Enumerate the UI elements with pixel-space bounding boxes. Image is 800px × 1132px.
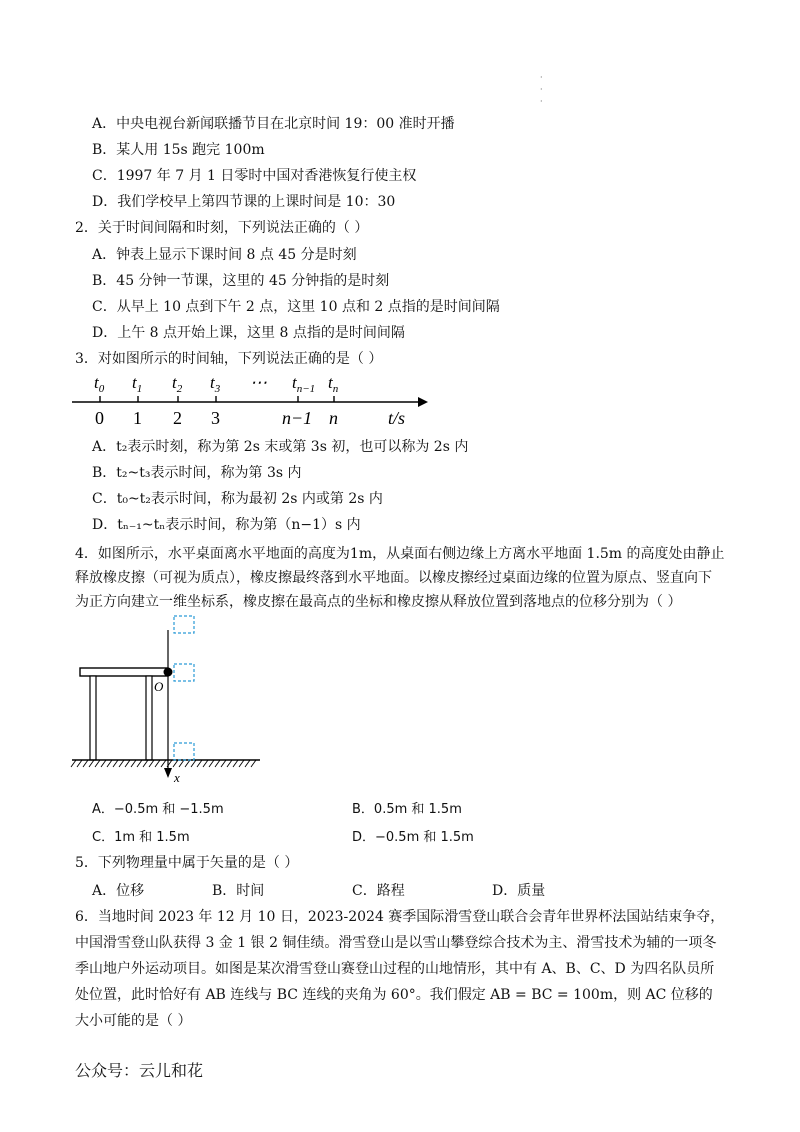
ground-hatch: [155, 760, 160, 767]
timeline-unit-label: t/s: [388, 408, 406, 428]
ground-hatch: [143, 760, 148, 767]
timeline-upper-label: $t_n$: [328, 373, 339, 395]
ground-hatch: [89, 760, 94, 767]
eraser-ground-position: [174, 743, 194, 760]
q3-option-c: C．t₀~t₂表示时间，称为最初 2s 内或第 2s 内: [92, 491, 383, 507]
ground-hatch: [83, 760, 88, 767]
q5-option-d: D．质量: [492, 883, 546, 899]
q4-option-b: B．0.5m 和 1.5m: [352, 802, 462, 817]
q5-option-b: B．时间: [212, 883, 265, 899]
ground-hatch: [179, 760, 184, 767]
eraser-origin-position: [174, 664, 194, 681]
q4-option-a: A．−0.5m 和 −1.5m: [92, 802, 224, 817]
timeline-lower-label: 0: [95, 408, 104, 428]
table-figure: [70, 610, 270, 790]
timeline-upper-label: $t_1$: [132, 373, 143, 395]
eraser-top-position: [174, 616, 194, 633]
q2-option-c: C．从早上 10 点到下午 2 点，这里 10 点和 2 点指的是时间间隔: [92, 299, 500, 315]
ground-hatch: [137, 760, 142, 767]
timeline-lower-label: 3: [211, 408, 220, 428]
ground-hatch: [233, 760, 238, 767]
ground-hatch: [227, 760, 232, 767]
q4-option-c: C．1m 和 1.5m: [92, 830, 190, 845]
q3-stem: 3．对如图所示的时间轴，下列说法正确的是（ ）: [75, 351, 383, 367]
ground-hatch: [101, 760, 106, 767]
q5-option-a: A．位移: [92, 883, 145, 899]
ground-hatch: [149, 760, 154, 767]
x-axis-label: x: [174, 770, 180, 785]
timeline-upper-label: ⋯: [250, 373, 267, 392]
ground-hatch: [203, 760, 208, 767]
timeline-lower-label: 2: [173, 408, 182, 428]
q5-stem: 5．下列物理量中属于矢量的是（ ）: [75, 855, 299, 871]
origin-label: O: [154, 679, 164, 694]
q2-stem: 2．关于时间间隔和时刻，下列说法正确的（ ）: [75, 220, 369, 236]
timeline-lower-label: 1: [133, 408, 142, 428]
ground-hatch: [107, 760, 112, 767]
ground-hatch: [239, 760, 244, 767]
q6-text: 6．当地时间 2023 年 12 月 10 日，2023-2024 赛季国际滑雪登山联合会青年世界杯法国站结束争夺，中国滑雪登山队获得 3 金 1 银 2 铜佳绩。滑雪登山是以雪山攀登综合技术为主、滑雪技术为辅的一项冬季山地户外运动项目。如图是某次滑雪登山赛登山过程的山地情形，其中有 A、B、C、D 为四名队员所处位置，此时恰好有 AB 连线与 BC 连线的夹角为 60°。我们假定 AB = BC = 100m，则 AC 位移的大小可能的是（ ）: [75, 909, 725, 1029]
ground-hatch: [221, 760, 226, 767]
timeline-lower-label: n: [329, 408, 338, 428]
q1-option-c: C．1997 年 7 月 1 日零时中国对香港恢复行使主权: [92, 168, 417, 184]
q3-option-a: A．t₂表示时刻，称为第 2s 末或第 3s 初，也可以称为 2s 内: [92, 439, 469, 455]
q4-stem: 4．如图所示，水平桌面离水平地面的高度为1m，从桌面右侧边缘上方离水平地面 1.5m 的高度处由静止释放橡皮擦（可视为质点），橡皮擦最终落到水平地面。以橡皮擦经过桌面边缘的位置为原点、竖直向下为正方向建立一维坐标系，橡皮擦在最高点的坐标和橡皮擦从释放位置到落地点的位移分别为（ ）: [75, 546, 725, 610]
ground-hatch: [197, 760, 202, 767]
ground-hatch: [125, 760, 130, 767]
ground-hatch: [77, 760, 82, 767]
ground-hatch: [95, 760, 100, 767]
q2-option-a: A．钟表上显示下课时间 8 点 45 分是时刻: [92, 247, 357, 263]
ground-hatch: [209, 760, 214, 767]
ground-hatch: [119, 760, 124, 767]
q1-option-b: B．某人用 15s 跑完 100m: [92, 142, 265, 158]
timeline-upper-label: $t_{n-1}$: [292, 373, 316, 395]
ground-hatch: [71, 760, 76, 767]
q2-option-b: B．45 分钟一节课，这里的 45 分钟指的是时刻: [92, 273, 390, 289]
ground-hatch: [113, 760, 118, 767]
footer-account: 公众号：云儿和花: [75, 1061, 204, 1080]
q1-option-d: D．我们学校早上第四节课的上课时间是 10：30: [92, 194, 396, 210]
ground-hatch: [245, 760, 250, 767]
timeline-lower-label: n−1: [282, 408, 313, 428]
q1-option-a: A．中央电视台新闻联播节目在北京时间 19：00 准时开播: [92, 116, 455, 132]
ground-hatch: [131, 760, 136, 767]
timeline-figure: [70, 368, 430, 432]
corner-dots: · · ·: [540, 73, 543, 106]
timeline-upper-label: $t_3$: [210, 373, 221, 395]
ground-hatch: [251, 760, 256, 767]
q5-option-c: C．路程: [352, 883, 405, 899]
q2-option-d: D．上午 8 点开始上课，这里 8 点指的是时间间隔: [92, 325, 405, 341]
timeline-upper-label: $t_2$: [172, 373, 183, 395]
timeline-upper-label: $t_0$: [94, 373, 105, 395]
q3-option-d: D．tₙ₋₁~tₙ表示时间，称为第（n−1）s 内: [92, 517, 361, 533]
ground-hatch: [161, 760, 166, 767]
q3-option-b: B．t₂~t₃表示时间，称为第 3s 内: [92, 465, 302, 481]
ground-hatch: [191, 760, 196, 767]
ground-hatch: [185, 760, 190, 767]
q4-option-d: D．−0.5m 和 1.5m: [352, 830, 474, 845]
ground-hatch: [215, 760, 220, 767]
ground-hatch: [173, 760, 178, 767]
